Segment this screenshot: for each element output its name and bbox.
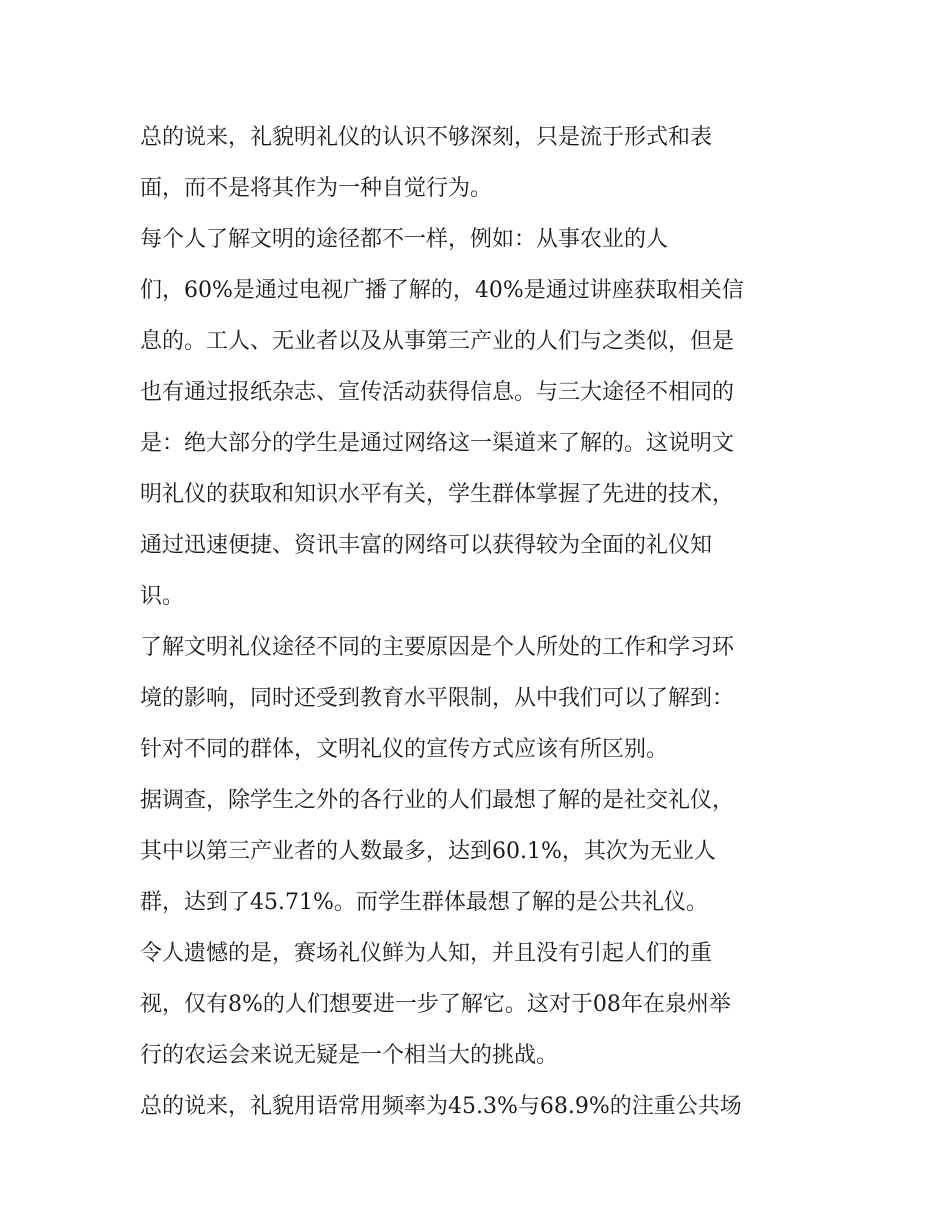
text-line: 是：绝大部分的学生是通过网络这一渠道来了解的。这说明文 (140, 431, 735, 456)
document-body (140, 112, 820, 1132)
text-line: 面，而不是将其作为一种自觉行为。 (140, 176, 493, 201)
text-line: 通过迅速便捷、资讯丰富的网络可以获得较为全面的礼仪知 (140, 533, 713, 558)
text-line: 每个人了解文明的途径都不一样，例如：从事农业的人 (140, 227, 669, 252)
text-line: 总的说来，礼貌用语常用频率为45.3%与68.9%的注重公共场 (140, 1094, 742, 1119)
text-line: 针对不同的群体，文明礼仪的宣传方式应该有所区别。 (140, 737, 669, 762)
text-line: 据调查，除学生之外的各行业的人们最想了解的是社交礼仪， (140, 788, 735, 813)
text-line: 行的农运会来说无疑是一个相当大的挑战。 (140, 1043, 559, 1068)
text-line: 令人遗憾的是，赛场礼仪鲜为人知，并且没有引起人们的重 (140, 941, 713, 966)
text-line: 其中以第三产业者的人数最多，达到60.1%，其次为无业人 (140, 839, 716, 864)
text-line: 了解文明礼仪途径不同的主要原因是个人所处的工作和学习环 (140, 635, 735, 660)
text-line: 们，60%是通过电视广播了解的，40%是通过讲座获取相关信 (140, 278, 744, 303)
text-line: 视，仅有8%的人们想要进一步了解它。这对于08年在泉州举 (140, 992, 731, 1017)
text-line: 群，达到了45.71%。而学生群体最想了解的是公共礼仪。 (140, 890, 708, 915)
text-line: 也有通过报纸杂志、宣传活动获得信息。与三大途径不相同的 (140, 380, 735, 405)
text-line: 境的影响，同时还受到教育水平限制，从中我们可以了解到： (140, 686, 735, 711)
text-line: 总的说来，礼貌明礼仪的认识不够深刻，只是流于形式和表 (140, 125, 713, 150)
text-line: 明礼仪的获取和知识水平有关，学生群体掌握了先进的技术， (140, 482, 735, 507)
text-line: 息的。工人、无业者以及从事第三产业的人们与之类似，但是 (140, 329, 735, 354)
text-line: 识。 (140, 584, 185, 609)
